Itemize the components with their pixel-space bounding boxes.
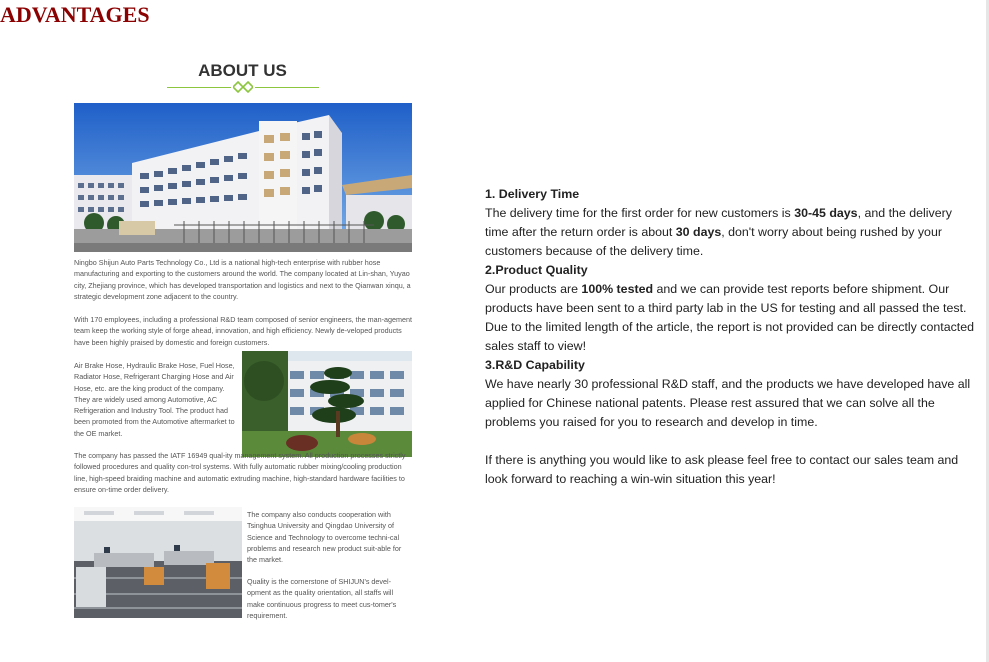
about-paragraph-1: Ningbo Shijun Auto Parts Technology Co., Ltd is a national high-tech enterprise with rubber hose manufacturing and exporting to the customers around the world. The company located at Lin-shan, Yuyao city, Zhejiang province, which has developed transportation and logistics and next to the Qianwan xinqu, a strategic development zone adjacent to the country. bbox=[74, 258, 411, 301]
advantages-content bbox=[485, 185, 975, 489]
section-product-quality-title: 2.Product Quality bbox=[485, 263, 588, 277]
closing-text: If there is anything you would like to ask please feel free to contact our sales team and look forward to reaching a win-win situation this year! bbox=[485, 453, 959, 486]
about-paragraph-3: Air Brake Hose, Hydraulic Brake Hose, Fuel Hose, Radiator Hose, Refrigerant Charging Hose and Air Hose, etc. are the king product of the company. They are widely used among Automotive, AC Refrigeration and Industry Tool. The product had been promoted from the Automotive aftermarket to the OE market. bbox=[74, 361, 235, 438]
section-product-quality-text: Our products are 100% tested and we can provide test reports before shipment. Our products have been sent to a third party lab in the US for testing and all passed the test. Due to the limited length of the article, the report is not provided can be directly contacted sales staff to view! bbox=[485, 282, 975, 353]
section-rd-capability-title: 3.R&D Capability bbox=[485, 358, 585, 372]
office-photo bbox=[74, 507, 242, 618]
heading-divider-left bbox=[167, 87, 231, 88]
about-paragraph-2: With 170 employees, including a professional R&D team composed of senior engineers, the man-agement team keep the working style of forge ahead, innovation, and high efficiency. Newly de-veloped products have been highly praised by domestic and foreign customers. bbox=[74, 315, 412, 347]
page-title: ADVANTAGES bbox=[0, 2, 150, 27]
section-delivery-time-title: 1. Delivery Time bbox=[485, 187, 580, 201]
factory-building-photo bbox=[74, 103, 412, 252]
about-us-heading: ABOUT US bbox=[198, 61, 287, 80]
section-delivery-time-text: The delivery time for the first order for new customers is 30-45 days, and the delivery time after the return order is about 30 days, don't worry about being rushed by your customers because of the delivery time. bbox=[485, 206, 952, 258]
double-diamond-ornament-icon bbox=[233, 81, 253, 93]
about-us-panel bbox=[70, 58, 415, 628]
about-paragraph-4: The company has passed the IATF 16949 qual-ity management system. All production processes strictly followed procedures and quality con-trol systems. With fully automatic rubber mixing/cooling production line, high-speed braiding machine and automatic extruding machine, high-standard hardware facilities to ensure on-time order delivery. bbox=[74, 451, 406, 494]
section-rd-capability-text: We have nearly 30 professional R&D staff, and the products we have developed have all applied for Chinese national patents. Please rest assured that we can solve all the problems you raised for you to research and develop in time. bbox=[485, 377, 971, 429]
about-paragraph-5: The company also conducts cooperation with Tsinghua University and Qingdao University of Science and Technology to overcome techni-cal problems and research new product suit-able for the market. bbox=[247, 510, 402, 565]
heading-divider-right bbox=[255, 87, 319, 88]
courtyard-tree-photo bbox=[242, 351, 412, 457]
about-paragraph-6: Quality is the cornerstone of SHIJUN's devel-opment as the quality orientation, all staffs will make continuous progress to meet cus-tomer's requirement. bbox=[247, 577, 397, 620]
